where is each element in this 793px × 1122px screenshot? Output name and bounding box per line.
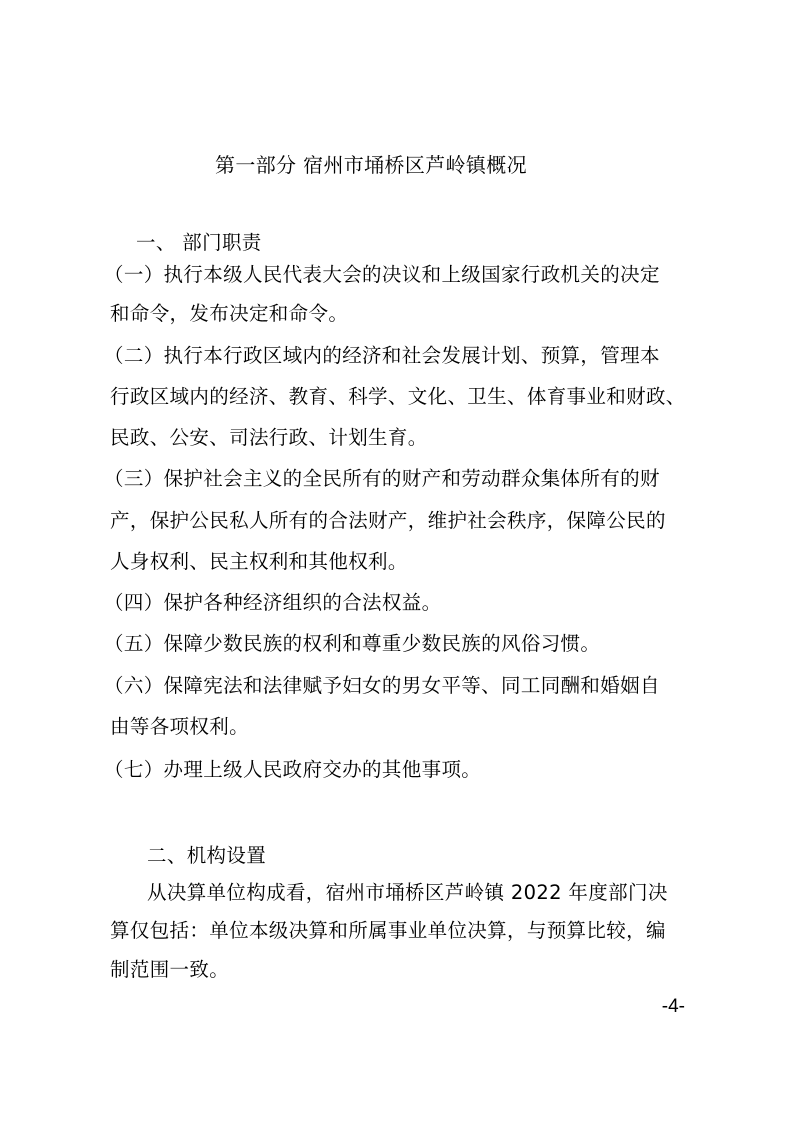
duties-line-8: 人身权利、民主权利和其他权利。 <box>110 550 408 573</box>
duties-line-2: 和命令，发布决定和命令。 <box>110 302 349 325</box>
organization-line-1: 从决算单位构成看，宿州市埇桥区芦岭镇 2022 年度部门决 <box>147 881 668 904</box>
duties-line-7: 产，保护公民私人所有的合法财产，维护社会秩序，保障公民的 <box>110 509 666 532</box>
duties-line-4: 行政区域内的经济、教育、科学、文化、卫生、体育事业和财政、 <box>110 385 686 408</box>
organization-line-3: 制范围一致。 <box>110 958 230 981</box>
duties-line-12: 由等各项权利。 <box>110 715 249 738</box>
page-title: 第一部分 宿州市埇桥区芦岭镇概况 <box>215 153 527 177</box>
section-heading-duties: 一、 部门职责 <box>136 231 262 254</box>
duties-line-13: （七）办理上级人民政府交办的其他事项。 <box>104 758 482 781</box>
duties-line-5: 民政、公安、司法行政、计划生育。 <box>110 426 428 449</box>
duties-line-6: （三）保护社会主义的全民所有的财产和劳动群众集体所有的财 <box>104 467 660 490</box>
duties-line-1: （一）执行本级人民代表大会的决议和上级国家行政机关的决定 <box>104 263 660 286</box>
duties-line-3: （二）执行本行政区域内的经济和社会发展计划、预算，管理本 <box>104 344 660 367</box>
duties-line-9: （四）保护各种经济组织的合法权益。 <box>104 591 442 614</box>
duties-line-10: （五）保障少数民族的权利和尊重少数民族的风俗习惯。 <box>104 632 601 655</box>
organization-line-2: 算仅包括：单位本级决算和所属事业单位决算，与预算比较，编 <box>110 919 666 942</box>
page-number: -4- <box>661 996 685 1017</box>
duties-line-11: （六）保障宪法和法律赋予妇女的男女平等、同工同酬和婚姻自 <box>104 674 660 697</box>
section-heading-organization: 二、机构设置 <box>147 844 267 867</box>
